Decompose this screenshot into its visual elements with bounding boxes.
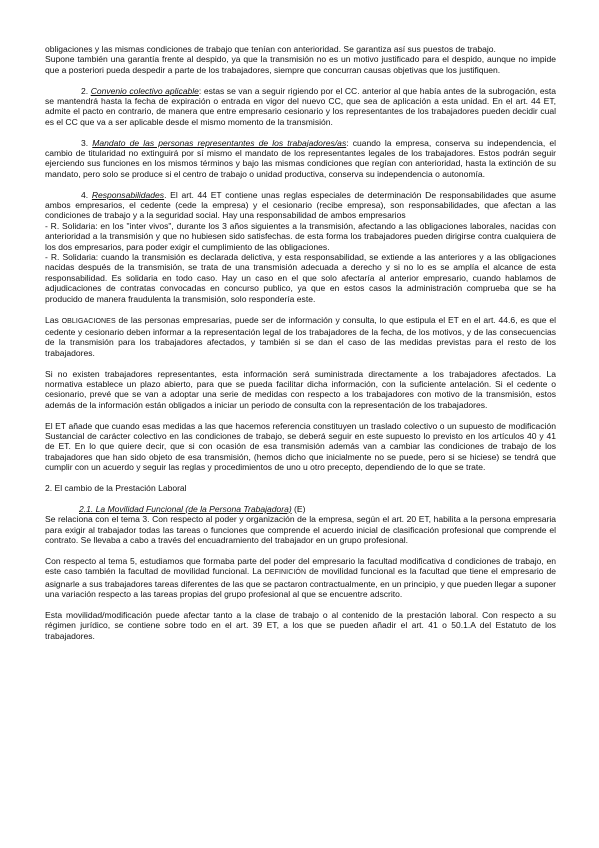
smallcaps-term: DEFINICIÓN [264, 569, 307, 577]
paragraph-traslado-colectivo: El ET añade que cuando esas medidas a las que hacemos referencia constituyen un traslado colectivo o un supuesto de modificación Sustancial de carácter colectivo en las condiciones de trabajo, se deberá seguir en este supuesto lo previsto en los artículos 40 y 41 de ET. En lo que quiere decir, que si con ocasión de esa transmisión además van a cambiar las condiciones de trabajo de los trabajadores que han sido objeto de esa transmisión, (hemos dicho que inicialmente no se puede, pero si se hiciese) se tendrá que cumplir con un acuerdo y seguir las reglas y procedimientos de uno u otro precepto, dependiendo de lo que se trate. [45, 420, 556, 473]
bullet-solidaria-1: - R. Solidaria: en los "inter vivos", durante los 3 años siguientes a la transmisión, afectando a las obligaciones laborales, nacidas con anterioridad a la transmisión y que no hubiesen sido satisfechas. de esta forma los trabajadores pueden dirigirse contra cualquiera de los dos empresarios, para poder exigir el cumplimiento de las obligaciones. [45, 220, 556, 252]
paragraph-tema-3: Se relaciona con el tema 3. Con respecto al poder y organización de la empresa, según el art. 20 ET, habilita a la persona empresaria para exigir al trabajador todas las tareas o funciones que comprende el acuerdo inicial de clasificación profesional que comprende el contrato. Se llevaba a cabo a través del encuadramiento del trabajador en un grupo profesional. [45, 514, 556, 545]
document-page [45, 44, 556, 641]
item-title-convenio: Convenio colectivo aplicable [90, 85, 199, 96]
item-number: 4. [81, 189, 92, 200]
paragraph-tema-5 [45, 556, 556, 600]
smallcaps-term: OBLIGACIONES [61, 317, 116, 325]
item-number: 3. [81, 137, 93, 148]
item-number: 2. [81, 85, 91, 96]
subsection-suffix: (E) [291, 503, 306, 514]
text-fragment: de movilidad funcional es la facultad que tiene el empresario de asignarle a sus trabajadores tareas diferentes de las que se pactaron contractualmente, en un principio, y que pueden llegar a suponer una variación respecto a las tareas propias del grupo profesional al que se encuentre adscrito. [45, 566, 557, 599]
text-fragment: Las [45, 314, 62, 325]
paragraph-sin-representantes: Si no existen trabajadores representantes, esta información será suministrada directamente a los trabajadores afectados. La normativa establece un plazo abierto, para que se pueda facilitar dicha información, con la suficiente antelación. Si el cedente o cesionario, prevé que se van a adoptar una serie de medidas con respecto a los trabajadores con motivo de la transmisión, estos además de la información están obligados a iniciar un periodo de consulta con la representación de los trabajadores. [45, 368, 556, 410]
paragraph-mandato [45, 138, 556, 180]
paragraph-intro-2: Supone también una garantía frente al despido, ya que la transmisión no es un motivo justificado para el despido, aunque no impide que a posteriori pueda despedir a parte de los trabajadores, siempre que concurran causas objetivas que los justifiquen. [45, 54, 556, 75]
paragraph-regimen-juridico: Esta movilidad/modificación puede afectar tanto a la clase de trabajo o al contenido de la prestación laboral. Con respecto a su régimen jurídico, se contiene sobre todo en el art. 39 ET, a los que se pueden añadir el art. 41 o 50.1.A del Estatuto de los trabajadores. [45, 609, 556, 641]
section-heading: 2. El cambio de la Prestación Laboral [45, 482, 187, 493]
paragraph-responsabilidades [45, 190, 556, 221]
subsection-title: 2.1. La Movilidad Funcional (de la Persona Trabajadora) [79, 503, 292, 514]
paragraph-convenio [45, 86, 556, 128]
item-text: : estas se van a seguir rigiendo por el CC. anterior al que había antes de la subrogación, esta se mantendrá hasta la fecha de expiración o entrada en vigor del nuevo CC, que sea de aplicación a esta unidad. En el art. 44 ET, admite el pacto en contrario, de manera que entre empresario cesionario y los representantes de los trabajadores pueden decidir cual es el CC que va a ser aplicable desde el mismo momento de la transmisión. [45, 85, 556, 127]
item-text: : cuando la empresa, conserva su independencia, el cambio de titularidad no extinguirá por sí mismo el mandato de los representantes legales de los trabajadores. Estos podrán seguir ejerciendo sus funciones en los mismos términos y bajo las mismas condiciones que regían con anterioridad, hasta la extinción de su mandato, pero solo se produce si el centro de trabajo o unidad productiva, conserva su independencia o autonomía. [45, 137, 556, 179]
text-fragment: Con respecto al tema 5, estudiamos que formaba parte del poder del empresario la facultad modificativa d condiciones de trabajo, en este caso también la facultad de movilidad funcional. La [45, 555, 556, 577]
bullet-solidaria-2: - R. Solidaria: cuando la transmisión es declarada delictiva, y esta responsabilidad, se extiende a las anteriores y a las obligaciones nacidas después de la transmisión, se trata de una transmisión adecuada a derecho y si no lo es se amplía el alcance de esta responsabilidad. Es solidaria en todo caso. Hay un caso en el que solo afectaría al anterior empresario, cuando hablamos de adjudicaciones de contratas convocadas en concurso publico, ya que en estos casos la administración comprueba que se ha producido de manera fraudulenta la transmisión, solo respondería este. [45, 252, 556, 304]
item-text: . El art. 44 ET contiene unas reglas especiales de determinación De responsabilidades que asume ambos empresarios, el cedente (cede la empresa) y el cesionario (recibe empresa), son responsabilidades, que afectan a las condiciones de trabajo y a la seguridad social. Hay una responsabilidad de ambos empresarios [45, 189, 556, 221]
paragraph-intro-1: obligaciones y las mismas condiciones de trabajo que tenían con anterioridad. Se garantiza así sus puestos de trabajo. [45, 44, 496, 54]
subsection-heading [45, 504, 556, 514]
paragraph-obligaciones [45, 315, 556, 359]
text-fragment: de las personas empresarias, puede ser de información y consulta, lo que estipula el ET en el art. 44.6, es que el cedente y cesionario deben informar a la representación legal de los trabajadores de la fecha, de los motivos, y de las consecuencias de la transmisión para los trabajadores afectados, y también si se dan el caso de las medidas previstas para el resto de los trabajadores. [45, 314, 556, 358]
item-title-responsabilidades: Responsabilidades [91, 189, 165, 200]
item-title-mandato: Mandato de las personas representantes de los trabajadores/as [92, 137, 347, 148]
